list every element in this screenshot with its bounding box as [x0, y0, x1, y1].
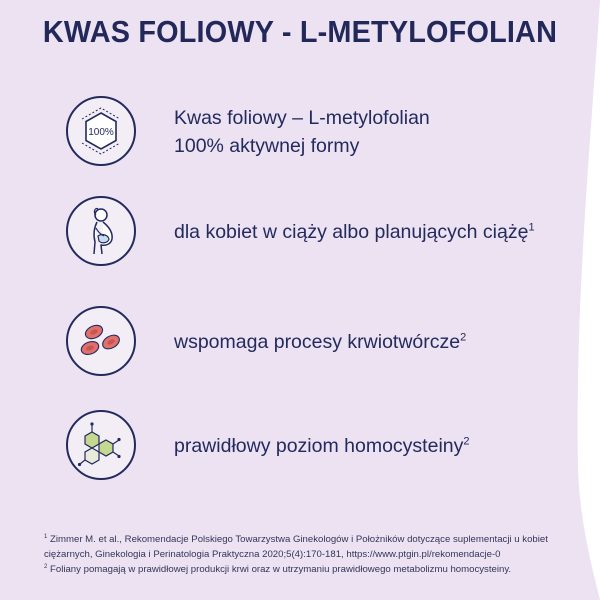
feature-line-2: 100% aktywnej formy — [174, 135, 360, 157]
feature-blood — [66, 306, 586, 378]
footnote-1-line-1: Zimmer M. et al., Rekomendacje Polskiego Towarzystwa Ginekologów i Położników dotyczące suplementacji u kobiet — [50, 534, 548, 545]
footnote-ref: 2 — [463, 435, 470, 448]
feature-text-main: wspomaga procesy krwiotwórcze — [174, 331, 461, 353]
hexagon-100-percent-icon — [66, 96, 136, 166]
molecule-icon — [66, 410, 136, 480]
feature-text — [174, 104, 430, 160]
feature-line-1: Kwas foliowy – L-metylofolian — [174, 107, 430, 129]
feature-homocysteine — [66, 410, 586, 482]
feature-pregnancy — [66, 196, 586, 268]
footnote-2 — [44, 562, 584, 577]
pregnant-woman-icon — [66, 196, 136, 266]
page-title: KWAS FOLIOWY - L-METYLOFOLIAN — [42, 14, 558, 49]
feature-text — [174, 218, 535, 246]
footnote-2-text: Foliany pomagają w prawidłowej produkcji krwi oraz w utrzymaniu prawidłowego metabolizmu homocysteiny. — [50, 564, 512, 575]
footnote-ref: 1 — [528, 221, 535, 234]
footnote-1-line-2: ciężarnych, Ginekologia i Perinatologia Praktyczna 2020;5(4):170-181, https://www.ptgin.pl/rekomendacje-0 — [44, 549, 501, 560]
feature-text-main: dla kobiet w ciąży albo planujących ciążę — [174, 221, 529, 243]
feature-text — [174, 432, 470, 460]
feature-text-main: prawidłowy poziom homocysteiny — [174, 435, 464, 457]
hexagon-label: 100% — [88, 127, 114, 138]
red-blood-cells-icon — [66, 306, 136, 376]
footnotes — [44, 532, 584, 577]
footnote-marker: 1 — [44, 533, 48, 540]
feature-active-form — [66, 96, 586, 168]
feature-text — [174, 328, 466, 356]
footnote-1 — [44, 532, 584, 547]
footnote-marker: 2 — [44, 563, 48, 570]
footnote-ref: 2 — [460, 331, 467, 344]
